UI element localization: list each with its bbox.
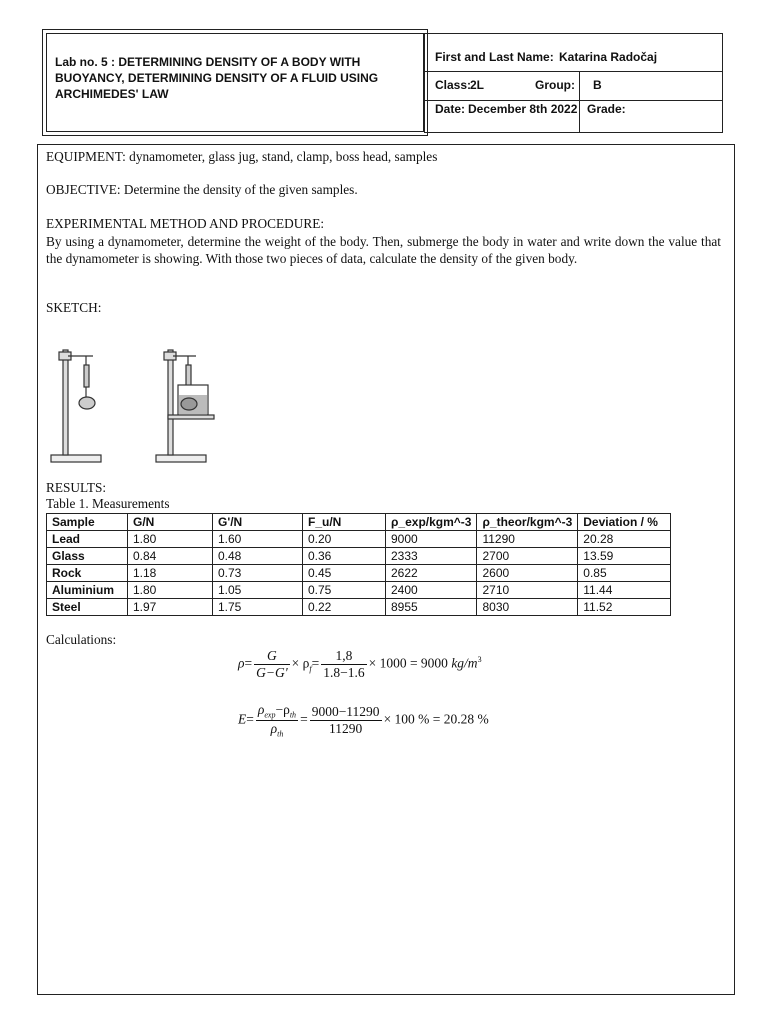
error-num2: 9000−11290: [311, 703, 380, 719]
date-label: Date:: [435, 102, 466, 116]
table-cell: 11290: [477, 531, 578, 548]
sample-1: [79, 397, 95, 409]
student-info-box: [424, 33, 723, 133]
table-cell: 1.18: [128, 565, 213, 582]
table-row: [47, 582, 671, 599]
objective-line: OBJECTIVE: Determine the density of the given samples.: [46, 182, 358, 197]
table-cell: 2710: [477, 582, 578, 599]
results-heading: RESULTS:: [46, 480, 107, 495]
table-cell: Steel: [47, 599, 128, 616]
table-cell: 2333: [386, 548, 477, 565]
stand-rod-1: [63, 350, 68, 455]
density-num1: G: [254, 648, 290, 665]
table-cell: 2622: [386, 565, 477, 582]
table-cell: 0.73: [213, 565, 303, 582]
table-cell: 2600: [477, 565, 578, 582]
equipment-line: EQUIPMENT: dynamometer, glass jug, stand, clamp, boss head, samples: [46, 149, 438, 164]
table-cell: Glass: [47, 548, 128, 565]
table-cell: 0.36: [303, 548, 386, 565]
table-cell: Lead: [47, 531, 128, 548]
stand-base-1: [51, 455, 101, 462]
measurements-table: [46, 513, 671, 616]
sketch-heading: SKETCH:: [46, 300, 102, 315]
table-cell: 1.80: [128, 582, 213, 599]
header-deviation: Deviation / %: [578, 514, 671, 531]
error-equation: E= $\frac{\rho_{exp}-\rho_{th}}{\rho_{th}}$ = $\frac{9000-11290}{11290}$ × 100 % = 20.28 %: [238, 702, 489, 739]
table-cell: 1.05: [213, 582, 303, 599]
table-cell: 9000: [386, 531, 477, 548]
grade-label: Grade:: [587, 102, 626, 116]
table-cell: 0.22: [303, 599, 386, 616]
table-cell: 2700: [477, 548, 578, 565]
density-unit-exp: 3: [477, 655, 482, 665]
table-cell: 11.44: [578, 582, 671, 599]
group-label: Group:: [535, 78, 575, 92]
lab-title-box: [42, 29, 428, 136]
error-lhs: E: [238, 711, 247, 727]
class-row: [425, 72, 722, 101]
table-cell: 1.75: [213, 599, 303, 616]
error-den-sub: th: [277, 729, 284, 739]
density-result: × 1000 = 9000: [368, 655, 448, 671]
table-cell: 0.48: [213, 548, 303, 565]
name-value: Katarina Radočaj: [559, 50, 658, 64]
name-row: [425, 34, 722, 72]
header-sample: Sample: [47, 514, 128, 531]
table-row: [47, 565, 671, 582]
density-unit: kg/m: [451, 655, 478, 671]
header-rho-exp: ρ_exp/kgm^-3: [386, 514, 477, 531]
table-cell: 0.75: [303, 582, 386, 599]
table-cell: 0.20: [303, 531, 386, 548]
stand-base-2: [156, 455, 206, 462]
table-cell: 1.60: [213, 531, 303, 548]
density-den2: 1.8−1.6: [323, 665, 365, 680]
error-num-sub-exp: exp: [264, 710, 276, 720]
table-header-row: [47, 514, 671, 531]
header-rho-theor: ρ_theor/kgm^-3: [477, 514, 578, 531]
table-cell: 0.84: [128, 548, 213, 565]
group-value: B: [593, 78, 602, 92]
class-value: 2L: [470, 78, 485, 92]
lab-title: Lab no. 5 : DETERMINING DENSITY OF A BODY WITH BUOYANCY, DETERMINING DENSITY OF A FLUID USING ARCHIMEDES' LAW: [55, 55, 379, 101]
table-cell: 13.59: [578, 548, 671, 565]
table-cell: Rock: [47, 565, 128, 582]
table-cell: Aluminium: [47, 582, 128, 599]
header-fu: F_u/N: [303, 514, 386, 531]
table-row: [47, 548, 671, 565]
header-g-prime: G'/N: [213, 514, 303, 531]
density-equation: ρ= $\frac{G}{G-G'}$ × $\rho_f=$ $\frac{1,8}{1.8-1.6}$ × 1000 = 9000 $kg/m^3$: [238, 648, 482, 680]
density-lhs: ρ: [238, 655, 245, 671]
table-row: [47, 599, 671, 616]
sample-2: [181, 398, 197, 410]
table-cell: 11.52: [578, 599, 671, 616]
density-num2: 1,8: [321, 648, 366, 665]
density-times: × ρ: [291, 655, 310, 671]
platform: [168, 415, 214, 419]
dynamometer-2: [186, 365, 191, 387]
stand-rod-2: [168, 350, 173, 455]
dynamometer-1: [84, 365, 89, 387]
table-cell: 0.85: [578, 565, 671, 582]
density-den1: G−G': [256, 665, 288, 680]
calculations-heading: Calculations:: [46, 632, 117, 647]
error-num-sub-th: th: [289, 710, 297, 720]
class-label: Class:: [435, 78, 472, 92]
density-rho-sub: f: [309, 664, 312, 674]
error-den-rho: ρ: [270, 720, 278, 736]
table-cell: 0.45: [303, 565, 386, 582]
procedure-text: By using a dynamometer, determine the weight of the body. Then, submerge the body in water and write down the value that the dynamometer is showing. With those two pieces of data, calculate the density of the given body.: [46, 234, 721, 266]
table-cell: 1.80: [128, 531, 213, 548]
header-g: G/N: [128, 514, 213, 531]
date-row: [425, 101, 722, 131]
error-num-rho: ρ: [257, 702, 265, 717]
table-caption: Table 1. Measurements: [46, 496, 170, 511]
apparatus-sketch: [48, 340, 228, 470]
table-cell: 8955: [386, 599, 477, 616]
date-value: December 8th 2022: [468, 102, 578, 116]
error-num-minus-rho: −ρ: [275, 702, 290, 717]
method-heading: EXPERIMENTAL METHOD AND PROCEDURE:: [46, 216, 325, 231]
table-cell: 20.28: [578, 531, 671, 548]
table-cell: 8030: [477, 599, 578, 616]
table-cell: 2400: [386, 582, 477, 599]
name-label: First and Last Name:: [435, 50, 554, 64]
table-cell: 1.97: [128, 599, 213, 616]
error-result: × 100 % = 20.28 %: [383, 711, 489, 727]
error-den2: 11290: [329, 720, 363, 736]
table-row: [47, 531, 671, 548]
